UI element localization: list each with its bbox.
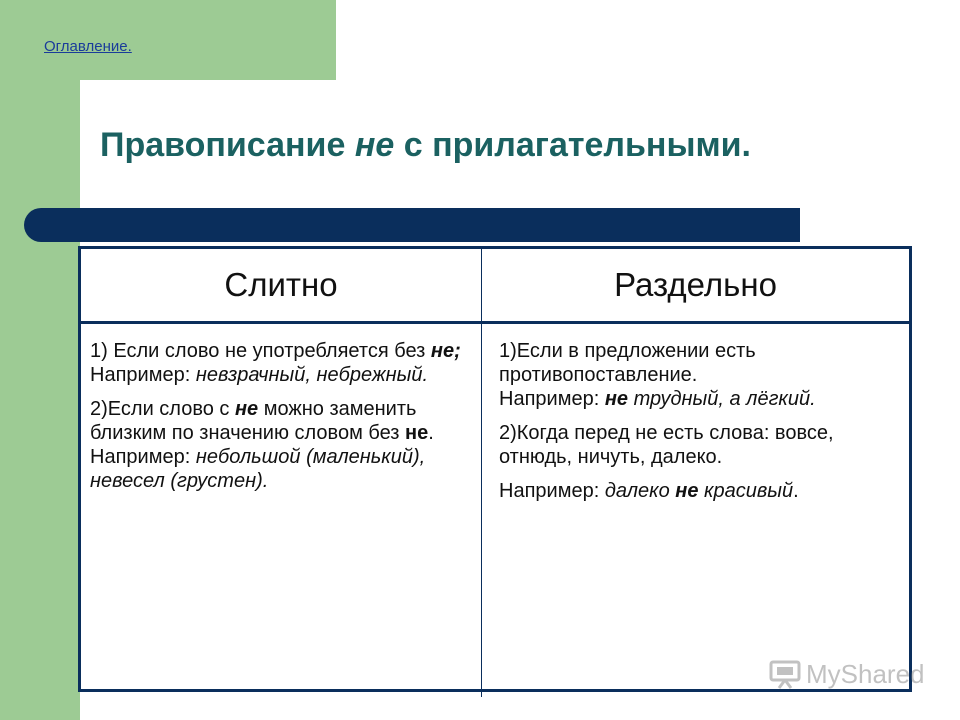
header-together: Слитно — [224, 266, 338, 303]
together-rule-2-ne-2: не — [405, 422, 429, 444]
separate-rule-2: 2)Когда перед не есть слова: вовсе, отнюдь, ничуть, далеко. — [499, 422, 834, 468]
separate-rule-1-text: 1)Если в предложении есть противопоставление. — [499, 340, 756, 386]
together-rule-2-text-b: можно заменить близким по значению словом без — [90, 398, 417, 444]
title-ne: не — [354, 126, 395, 164]
separate-example-2-ne: не — [675, 480, 699, 502]
together-example-label: Например: — [90, 364, 196, 386]
together-rule-1-text: 1) Если слово не употребляется без — [90, 340, 431, 362]
cell-separate — [499, 339, 899, 513]
header-separate: Раздельно — [614, 266, 777, 303]
page-title — [100, 126, 751, 165]
together-example-2: небольшой (маленький), невесел (грустен). — [90, 446, 426, 492]
watermark-text: MyShared — [806, 658, 925, 689]
together-rule-1 — [90, 339, 470, 387]
separate-example-2-dot: . — [793, 480, 799, 502]
together-rule-2 — [90, 397, 470, 493]
decorative-bar — [24, 208, 800, 242]
header-divider — [81, 321, 909, 324]
title-part-2: с прилагательными. — [394, 126, 751, 164]
toc-link[interactable]: Оглавление. — [44, 38, 132, 55]
together-example-1: невзрачный, небрежный. — [195, 364, 429, 386]
left-green-strip — [0, 0, 80, 720]
separate-rule-1 — [499, 339, 899, 411]
watermark — [768, 658, 925, 690]
separate-example-label: Например: — [499, 388, 605, 410]
together-rule-1-ne: не; — [430, 340, 461, 362]
together-rule-2-ne-1: не — [234, 398, 259, 420]
rules-table — [78, 246, 912, 692]
separate-rule-3 — [499, 479, 899, 503]
separate-example-label-2: Например: — [499, 480, 605, 502]
separate-example-2-b: красивый — [698, 480, 794, 502]
separate-example-1-ne: не — [604, 388, 629, 410]
presentation-icon — [768, 658, 802, 690]
together-example-label-2: Например: — [90, 446, 196, 468]
cell-together — [90, 339, 470, 503]
together-rule-2-dot: . — [428, 422, 434, 444]
together-rule-2-text-a: 2)Если слово с — [90, 398, 235, 420]
separate-example-1: трудный, а лёгкий. — [628, 388, 816, 410]
separate-example-2-a: далеко — [604, 480, 676, 502]
title-part-1: Правописание — [100, 126, 355, 164]
